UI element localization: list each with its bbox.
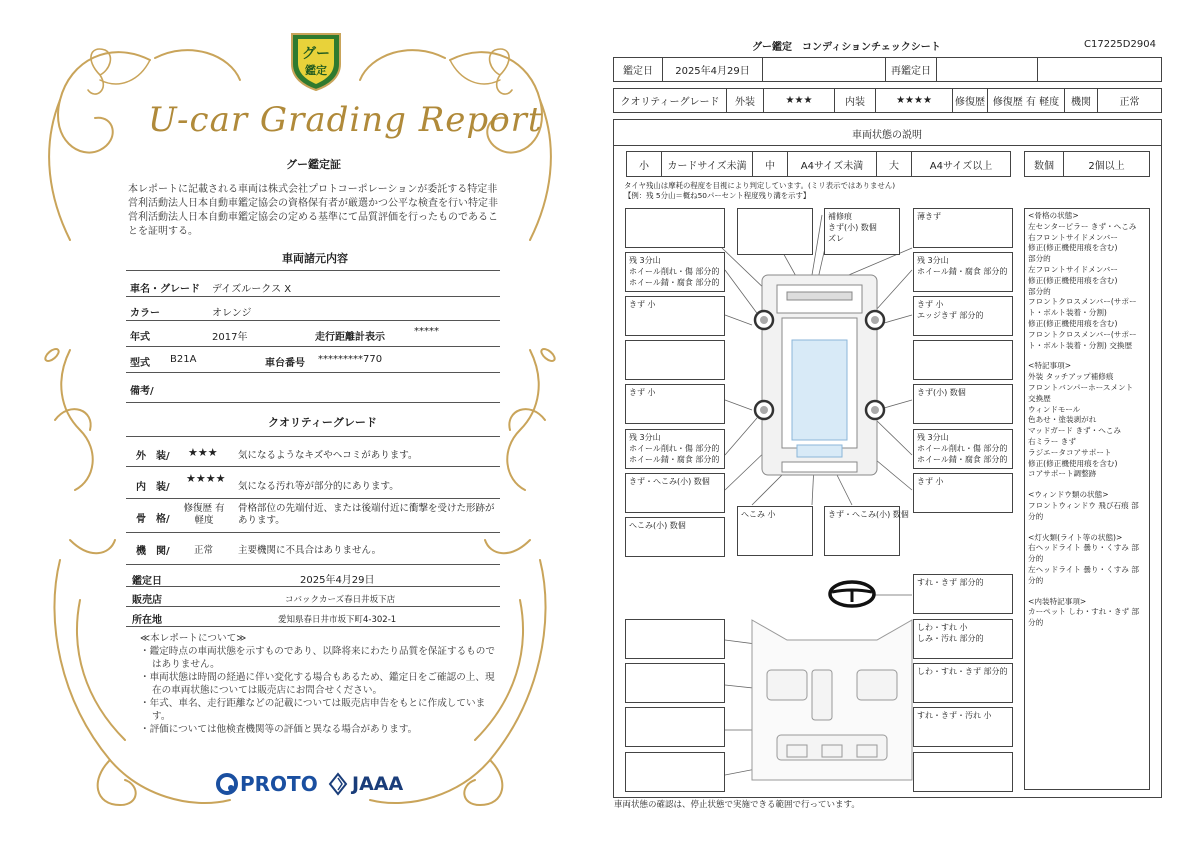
note-line: 色あせ・塗装剥がれ	[1028, 415, 1097, 425]
cert-heading: グー鑑定証	[286, 158, 341, 171]
damage-box-top-mid	[824, 208, 900, 255]
proto-mark-icon	[216, 773, 238, 795]
grade-frame-label: 骨 格/	[136, 514, 170, 525]
note-line: フロントウィンドウ 飛び石痕 部分的	[1028, 500, 1139, 521]
divider	[126, 564, 500, 565]
note-line: 右ヘッドライト 曇り・くすみ 部分的	[1028, 543, 1139, 564]
divider	[126, 466, 500, 467]
mileage-value: *****	[414, 326, 439, 337]
grade-engine-desc: 主要機関に不具合はありません。	[238, 545, 382, 556]
svg-text:グー: グー	[302, 46, 330, 62]
divider	[126, 586, 500, 587]
damage-box-left-mid	[625, 384, 725, 424]
note-line: 左フロントサイドメンバー	[1028, 264, 1118, 274]
side-notes	[1024, 208, 1150, 790]
damage-note: 残 3分山	[629, 256, 661, 265]
model-label: 型式	[130, 358, 150, 369]
damage-note: ホイール削れ・傷 部分的	[917, 444, 1008, 453]
grade-int-rating: ★★★★	[186, 472, 226, 485]
divider	[613, 145, 1162, 146]
jaaa-mark-icon	[328, 772, 348, 796]
damage-note: エッジきず 部分的	[917, 311, 984, 320]
grade-ext-desc: 気になるようなキズやヘコミがあります。	[238, 450, 418, 461]
appraisal-date: 2025年4月29日	[300, 575, 375, 586]
year-value: 2017年	[212, 332, 248, 343]
ext-value: ★★★	[763, 88, 835, 113]
shop-label: 販売店	[132, 595, 162, 606]
note-line: 右フロントサイドメンバー	[1028, 232, 1118, 242]
note-line: 修正(修正機使用痕を含む)	[1028, 318, 1118, 328]
damage-box-steering	[913, 574, 1013, 614]
damage-box-left-center	[625, 340, 725, 380]
grade-frame-desc: 骨格部位の先端付近、または後端付近に衝撃を受けた形跡があります。	[238, 503, 495, 526]
damage-box-fl-tire	[625, 252, 725, 292]
ext-label: 外装	[726, 88, 764, 113]
damage-box-bottom-center	[824, 506, 909, 556]
date-label: 鑑定日	[613, 57, 663, 82]
divider	[126, 320, 500, 321]
legend-large-desc: A4サイズ以上	[911, 151, 1011, 177]
damage-note: へこみ 小	[741, 510, 776, 519]
proto-text: PROTO	[240, 772, 318, 796]
damage-box-right-mid	[913, 384, 1013, 424]
damage-box-int-left-1	[625, 619, 725, 659]
damage-box-int-left-2	[625, 663, 725, 703]
remarks-label: 備考/	[130, 386, 154, 397]
damage-note: 補修痕	[828, 212, 852, 221]
damage-note: ホイール削れ・傷 部分的	[629, 444, 720, 453]
damage-note: きず 小	[917, 300, 944, 309]
note-line: フロントクロスメンバー(サポート・ボルト装着・分割) 交換歴	[1028, 329, 1137, 350]
damage-box-top-center-left	[737, 208, 813, 255]
damage-note: きず・へこみ(小) 数個	[828, 510, 909, 519]
report-title: U-car Grading Report	[148, 100, 543, 140]
grade-ext-label: 外 装/	[136, 451, 170, 462]
reappraisal-value	[936, 57, 1038, 82]
chassis-label: 車台番号	[265, 358, 305, 369]
damage-box-int-right-3	[913, 707, 1013, 747]
damage-box-right-rear	[913, 473, 1013, 513]
damage-box-int-right-2	[913, 663, 1013, 703]
note-line: <骨格の状態>	[1028, 211, 1079, 220]
notes-heading: ≪本レポートについて≫	[140, 633, 247, 644]
date-value: 2025年4月29日	[662, 57, 763, 82]
damage-box-int-left-4	[625, 752, 725, 792]
damage-note: しわ・すれ・きず 部分的	[917, 667, 1008, 676]
damage-box-bottom-center-left	[737, 506, 813, 556]
steering-wheel-icon	[830, 582, 874, 606]
blank-cell	[1037, 57, 1162, 82]
jaaa-text: JAAA	[352, 773, 404, 795]
damage-box-fr-tire	[913, 252, 1013, 292]
int-value: ★★★★	[875, 88, 953, 113]
legend-small-desc: カードサイズ未満	[661, 151, 753, 177]
divider	[126, 498, 500, 499]
damage-note: きず 小	[629, 300, 656, 309]
address: 愛知県春日井市坂下町4-302-1	[278, 615, 397, 625]
legend-large: 大	[876, 151, 912, 177]
svg-text:鑑定: 鑑定	[305, 64, 327, 77]
grade-heading: クオリティーグレード	[268, 416, 377, 429]
note-item: ・鑑定時点の車両状態を示すものであり、以降将来にわたり品質を保証するものではありません。	[140, 646, 495, 670]
damage-box-int-right-1	[913, 619, 1013, 659]
damage-note: すれ・きず 部分的	[917, 578, 984, 587]
year-label: 年式	[130, 332, 150, 343]
damage-box-int-left-3	[625, 707, 725, 747]
damage-box-left-rear	[625, 473, 725, 513]
damage-note: 残 3分山	[629, 433, 661, 442]
damage-box-rr-tire	[913, 429, 1013, 469]
note-item: ・年式、車名、走行距離などの記載については販売店申告をもとに作成しています。	[140, 698, 486, 722]
jaaa-logo	[328, 772, 403, 796]
note-line: ラジエータコアサポート	[1028, 447, 1112, 457]
damage-note: しみ・汚れ 部分的	[917, 634, 984, 643]
color-value: オレンジ	[212, 308, 252, 319]
damage-note: きず(小) 数個	[917, 388, 966, 397]
note-line: 交換歴	[1028, 393, 1051, 403]
damage-note: きず 小	[917, 477, 944, 486]
legend-mid: 中	[752, 151, 788, 177]
note-line: 修正(修正機使用痕を含む)	[1028, 458, 1118, 468]
note-line: <ウィンドウ類の状態>	[1028, 490, 1109, 500]
grade-ext-rating: ★★★	[188, 446, 218, 459]
note-line: 右ミラー きず	[1028, 436, 1076, 446]
damage-box-top-right	[913, 208, 1013, 248]
note-line: フロントクロスメンバー(サポート・ボルト装着・分割)	[1028, 297, 1137, 318]
cert-text: 本レポートに記載される車両は株式会社プロトコーポレーションが委託する特定非営利活動法人日本自動車鑑定協会の資格保有者が厳選かつ公平な検査を行い特定非営利活動法人日本自動車鑑定協会の定める基準にて品質評価を行ったものであることを証明する。	[128, 184, 498, 237]
damage-box-right-center	[913, 340, 1013, 380]
int-label: 内装	[834, 88, 876, 113]
appraisal-date-label: 鑑定日	[132, 576, 162, 587]
damage-box-right-front	[913, 296, 1013, 336]
note-line: 左センターピラー きず・へこみ	[1028, 221, 1137, 231]
divider	[126, 606, 500, 607]
note-line: <特記事項>	[1028, 361, 1072, 371]
note-item: ・車両状態は時間の経過に伴い変化する場合もあるため、鑑定日をご確認の上、現在の車両状態については販売店にお問合せください。	[140, 672, 495, 696]
damage-box-top-left	[625, 208, 725, 248]
damage-note: 残 3分山	[917, 433, 949, 442]
count-value: 2個以上	[1063, 151, 1150, 177]
color-label: カラー	[130, 308, 160, 319]
damage-note: すれ・きず・汚れ 小	[917, 711, 992, 720]
goo-kantei-logo	[286, 30, 346, 92]
damage-note: ホイール錆・腐食 部分的	[917, 455, 1008, 464]
grade-engine-label: 機 関/	[136, 546, 170, 557]
sheet-id: C17225D2904	[1084, 39, 1156, 50]
specs-heading: 車両諸元内容	[282, 252, 348, 265]
note-item: ・評価については他検査機関等の評価と異なる場合があります。	[140, 724, 418, 735]
divider	[126, 296, 500, 297]
note-line: 左ヘッドライト 曇り・くすみ 部分的	[1028, 564, 1139, 585]
engine-value: 正常	[1097, 88, 1162, 113]
damage-note: ズレ	[828, 234, 844, 243]
damage-note: きず・へこみ(小) 数個	[629, 477, 710, 486]
note-line: <灯火類(ライト等の状態)>	[1028, 532, 1123, 542]
sheet-title: グー鑑定 コンディションチェックシート	[752, 42, 941, 53]
grade-engine-rating: 正常	[194, 545, 214, 556]
qg-label: クオリティーグレード	[613, 88, 727, 113]
grade-int-desc: 気になる汚れ等が部分的にあります。	[238, 481, 399, 492]
grade-int-label: 内 装/	[136, 482, 170, 493]
note-line: カーペット しわ・すれ・きず 部分的	[1028, 607, 1140, 628]
divider	[126, 270, 500, 271]
damage-note: きず 小	[629, 388, 656, 397]
divider	[126, 436, 500, 437]
spacer	[1028, 480, 1146, 490]
spacer	[1028, 351, 1146, 361]
spacer	[1028, 587, 1146, 597]
reappraisal-label: 再鑑定日	[885, 57, 937, 82]
damage-note: ホイール錆・腐食 部分的	[629, 455, 720, 464]
note-line: <内装特記事項>	[1028, 596, 1087, 606]
model-value: B21A	[170, 354, 197, 365]
repair-label: 修復歴	[952, 88, 988, 113]
note-line: ウィンドモール	[1028, 404, 1081, 414]
damage-note: ホイール削れ・傷 部分的	[629, 267, 720, 276]
proto-logo	[216, 772, 318, 796]
note-line: コアサポート調整跡	[1028, 469, 1097, 479]
damage-note: しわ・すれ 小	[917, 623, 968, 632]
legend-small: 小	[626, 151, 662, 177]
damage-note: へこみ(小) 数個	[629, 521, 686, 530]
damage-note: 薄きず	[917, 212, 941, 221]
note-line: 部分的	[1028, 254, 1051, 264]
shop-name: コバックカーズ春日井坂下店	[285, 595, 396, 605]
damage-note: ホイール錆・腐食 部分的	[917, 267, 1008, 276]
repair-value: 修復歴 有 軽度	[987, 88, 1065, 113]
note-line: マッドガード きず・へこみ	[1028, 426, 1122, 436]
name-value: デイズルークス X	[212, 284, 292, 295]
desc-heading: 車両状態の説明	[852, 130, 922, 141]
tire-note-1: タイヤ残山は摩耗の程度を目視により判定しています。(ミリ表示ではありません)	[624, 181, 896, 190]
note-line: 修正(修正機使用痕を含む)	[1028, 275, 1118, 285]
spacer	[1028, 523, 1146, 533]
damage-box-bottom-left	[625, 517, 725, 557]
divider	[126, 626, 500, 627]
mileage-label: 走行距離計表示	[315, 332, 385, 343]
blank-cell	[762, 57, 886, 82]
note-line: 外装 タッチアップ補修痕	[1028, 372, 1114, 382]
tire-note-2: 【例：残 5分山＝概ね50パーセント程度残り溝を示す】	[624, 191, 811, 200]
divider	[126, 372, 500, 373]
divider	[126, 346, 500, 347]
divider	[126, 402, 500, 403]
damage-note: 残 3分山	[917, 256, 949, 265]
note-line: 修正(修正機使用痕を含む)	[1028, 243, 1118, 253]
damage-note: ホイール錆・腐食 部分的	[629, 278, 720, 287]
report-notes	[140, 632, 500, 736]
legend-mid-desc: A4サイズ未満	[787, 151, 877, 177]
name-label: 車名・グレード	[130, 284, 200, 295]
damage-box-int-right-4	[913, 752, 1013, 792]
engine-label: 機関	[1064, 88, 1098, 113]
chassis-value: *********770	[318, 354, 383, 365]
note-line: 部分的	[1028, 286, 1051, 296]
damage-box-left-front	[625, 296, 725, 336]
footer-note: 車両状態の確認は、停止状態で実施できる範囲で行っています。	[614, 800, 860, 810]
address-label: 所在地	[132, 615, 162, 626]
count-label: 数個	[1024, 151, 1064, 177]
note-line: フロントバンパーホースメント	[1028, 382, 1134, 392]
grade-frame-rating: 修復歴 有 軽度	[183, 503, 225, 526]
damage-box-rl-tire	[625, 429, 725, 469]
damage-note: きず(小) 数個	[828, 223, 877, 232]
divider	[126, 532, 500, 533]
